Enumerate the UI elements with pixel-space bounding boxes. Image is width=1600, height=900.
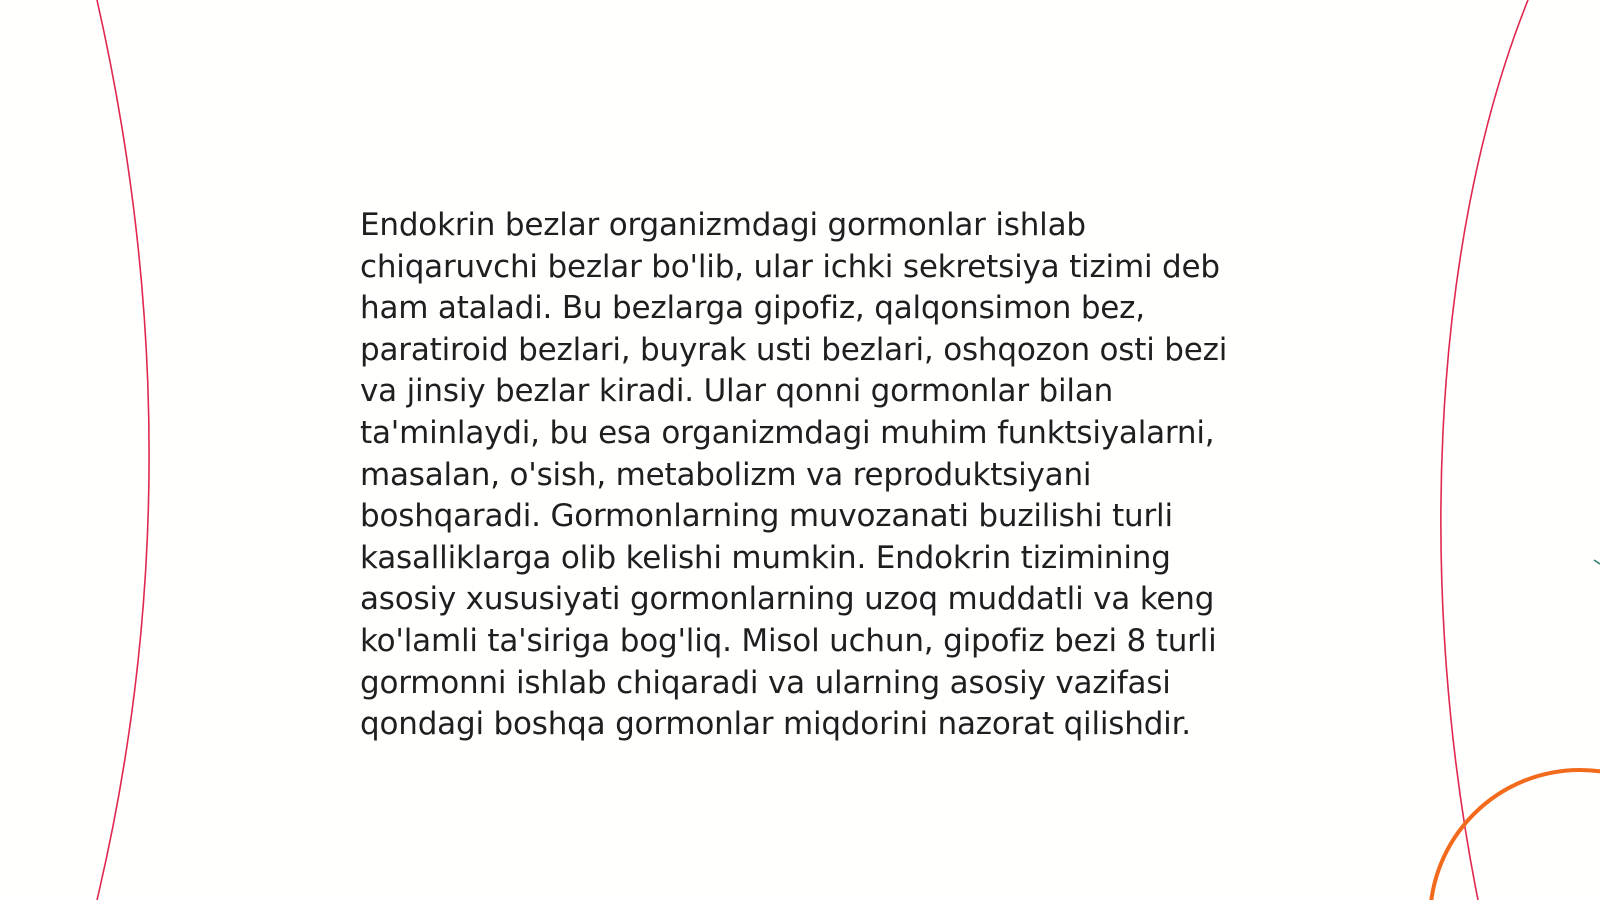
small-accent-mark bbox=[1594, 560, 1600, 564]
body-paragraph: Endokrin bezlar organizmdagi gormonlar ishlab chiqaruvchi bezlar bo'lib, ular ichki sekretsiya tizimi deb ham ataladi. Bu bezlarga gipofiz, qalqonsimon bez, paratiroid bezlari, buyrak usti bezlari, oshqozon osti bezi va jinsiy bezlar kiradi. Ular qonni gormonlar bilan ta'minlaydi, bu esa organizmdagi muhim funktsiyalarni, masalan, o'sish, metabolizm va reproduktsiyani boshqaradi. Gormonlarning muvozanati buzilishi turli kasalliklarga olib kelishi mumkin. Endokrin tizimining asosiy xususiyati gormonlarning uzoq muddatli va keng ko'lamli ta'siriga bog'liq. Misol uchun, gipofiz bezi 8 turli gormonni ishlab chiqaradi va ularning asosiy vazifasi qondagi boshqa gormonlar miqdorini nazorat qilishdir. bbox=[360, 207, 1228, 743]
right-curve-line bbox=[1441, 0, 1528, 900]
left-curve-line bbox=[97, 0, 149, 900]
orange-arc bbox=[1430, 770, 1600, 900]
